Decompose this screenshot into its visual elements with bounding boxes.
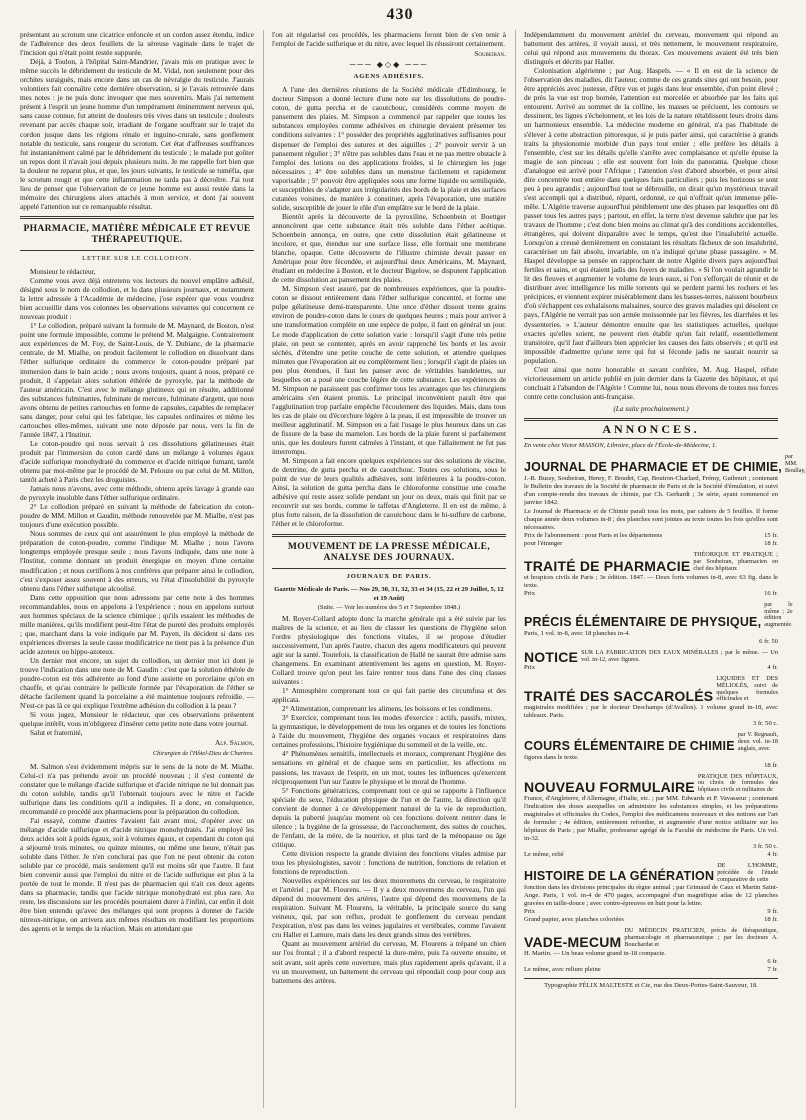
advertisement [524, 676, 778, 728]
section-rule [20, 250, 254, 251]
printer-imprint: Typographie FÉLIX MALTESTE et Cie, rue des Deux-Portes-Saint-Sauveur, 18. [524, 978, 778, 990]
column-divider [263, 30, 264, 1108]
ad-body: fonction dans les divisions principales du règne animal ; par Grimaud de Caux et Martin Saint-Ange. Paris, 1 vol. in-4 de 470 pages, accompagné d'un magnifique atlas de 12 planches gravées en taille-douce ; avec contre-épreuves en huit pour la lettre. [524, 884, 778, 908]
paragraph: Un dernier mot encore, un sujet du collodion, un dernier mot ici dont je trouve l'indication dans une note de M. Gaudin : c'est que la solution éthérée de poudre-coton est très adhérente au fond d'une assiette en porcelaine qu'on en chauffe, et qu'au contraire le pellicule formée par l'évaporation de l'éther se détache facilement quand la porcelaine a été maintenue toujours refroidie. — N'est-ce pas là ce qui explique l'extrême adhésion du collodion à la peau ? [20, 656, 254, 711]
paragraph: 1° Atmosphère comprenant tout ce qui fait partie des circumfusa et des applicata. [272, 686, 506, 705]
section-title-pharmacie: PHARMACIE, MATIÈRE MÉDICALE ET REVUE THÉRAPEUTIQUE. [23, 222, 251, 246]
ad-title: TRAITÉ DE PHARMACIE [524, 557, 691, 574]
advertisement [524, 552, 778, 597]
ad-title: NOUVEAU FORMULAIRE [524, 779, 695, 795]
ad-tag: DU MÉDECIN PRATICIEN, précis de thérapeutique, pharmacologie et pharmaceutique ; par les docteurs A. Bouchardat et [624, 927, 778, 948]
ad-tag: par V. Regnault, deux vol. in-18 anglais, avec [737, 731, 778, 752]
salutation: Monsieur le rédacteur, [30, 266, 96, 276]
ad-title: VADE-MECUM [524, 933, 622, 950]
advertisement [524, 732, 778, 769]
section-rule [272, 568, 506, 569]
ad-tag: THÉORIQUE ET PRATIQUE ; par Soubeiran, pharmacien en chef des hôpitaux [693, 551, 778, 573]
continuation-note: (La suite prochainement.) [613, 403, 689, 413]
paragraph: Nouvelles expériences sur les deux mouvemens du cerveau, le respiratoire et l'artériel ; par M. Flourens. — Il y a deux mouvemens du cerveau, l'un qui dépend du mouvement des artères, l'autre qui dépend des mouvemens de la respiration. Suivant M. Flourens, la véritable, la principale source du sang veineux, qui, par son reflux, produit le gonflement du cerveau pendant l'expiration, n'est pas dans les veines jugulaires et vertébrales, comme l'avaient cru Haller et Lamure, mais dans les deux grands sinus des vertèbres. [272, 876, 506, 940]
ad-price: 18 fr. [764, 761, 778, 769]
ad-tag: par MM. Boullay, [784, 453, 806, 474]
paragraph: Indépendamment du mouvement artériel du cerveau, mouvement qui répond au battement des artères, il voyait aussi, et très nettement, le mouvement respiratoire, celui qui répond aux mouvemens du thorax. Ces mouvemens avaient été très bien distingués et décrits par Haller. [524, 30, 778, 67]
continued-note: (Suite. — Voir les numéros des 5 et 7 Septembre 1848.) [317, 603, 461, 611]
ad-price: Prix 16 fr. [524, 589, 778, 597]
section-rule [20, 216, 254, 219]
paragraph: Bientôt après la découverte de la pyroxiline, Schoenbein et Boettger annoncèrent que cette substance était très soluble dans l'éther acétique. Schoenbein annonça, en outre, que cette dissolution était gélatineuse et incolore, et que, étendue sur une surface lisse, elle formait une membrane blanche, opaque. Cette découverte de l'illustre chimiste devait passer en Amérique pour être fécondée, et aujourd'hui deux Américains, M. Maynard, étudiant en médecine à Boston, et le docteur Bigelow, se disputent l'application de cette dissolution au pansement des plaies. [272, 211, 506, 285]
ad-body: magistrales modifiées ; par le docteur Deschamps (d'Avallon). 1 volume grand in-18, avec tableaux. Paris. [524, 704, 778, 720]
paragraph: Comme vous avez déjà entretenu vos lecteurs du nouvel emplâtre adhésif, désigné sous le nom de collodion, et lu dans plusieurs journaux, et notamment la lettre adressée à l'Académie de médecine, j'ose espérer que vous voudrez bien accueillir dans vos colonnes les observations suivantes qui concernent ce nouveau produit : [20, 276, 254, 322]
ad-price: pour l'étranger 18 fr. [524, 540, 778, 548]
ad-body: H. Martin. — Un beau volume grand in-18 compacte. [524, 949, 666, 957]
paragraph: M. Royer-Collard adopte donc la marche générale qui a été suivie par les maîtres de la science, et au lieu de classer les questions de l'hygiène selon l'ordre physiologique des fonctions vitales, il se propose d'étudier successivement, l'un après l'autre, chacun des agens modificateurs qui peuvent agir sur la santé. Toutefois, la classification de Hallé ne saurait être admise sans changemens. En examinant attentivement les agens en question, M. Royer-Collard trouve qu'on peut les faire rentrer tous dans l'une des cinq classes suivantes : [272, 613, 506, 687]
ad-body: J.-B. Bussy, Soubeiran, Henry, F. Boudet, Cap, Boutron-Charlard, Frémy, Guibourt ; contenant le Bulletin des travaux de la Société de pharmacie de Paris et de la Société d'émulation, et suivi d'un compte-rendu des travaux de chimie, par Ch. Gerhardt ; 3e série, ayant commencé en janvier 1842. [524, 475, 778, 507]
ad-title: JOURNAL DE PHARMACIE ET DE CHIMIE, [524, 460, 782, 475]
paragraph: 2° Alimentation, comprenant les alimens, les boissons et les condimens. [282, 704, 493, 714]
ad-price: Grand papier, avec planches coloriées 18 fr. [524, 916, 778, 924]
paragraph: Déjà, à Toulon, à l'hôpital Saint-Mandrier, j'avais mis en pratique avec le même succès le débridement du testicule de M. Vidal, non seulement pour des orchites suraiguës, mais encore dans un cas de névralgie du testicule. J'aurais volontiers fait connaître cette dernière observation, si je l'avais retrouvée dans mes notes : je ne puis donc invoquer que mes souvenirs. Mais j'ai nettement présent à l'esprit un jeune homme d'un tempérament éminemment nerveux qui, sans cause connue, fut atteint de douleurs très vives dans un testicule ; douleurs revenant par accès chaque soir, irradiant de l'organe souffrant sur le trajet du cordon jusque dans les régions rénale et inguino-crurale, sans gonflement notable du testicule, sans rougeur du scrotum. Cet état d'affreuses souffrances fut instantanément calmé par le débridement du testicule ; le malade put goûter un repos dont il n'avait joui depuis plusieurs nuits. Je me rappelle fort bien que la douleur ne reparut plus, et que, les jours suivants, le testicule se tuméfia, que le scrotum rougit et que cette inflammation ne tarda pas à décroître. J'ai tout lieu de penser que l'observation de ce jeune homme est aussi restée dans la mémoire des chirurgiens alors attachés à mon service, et dont j'ai souvent appelé l'attention sur ce remarquable résultat. [20, 57, 254, 211]
journal-source: Gazette Médicale de Paris. — Nos 29, 30, 31, 32, 33 et 34 (15, 22 et 29 Juillet, 5, 12 et 19 Août) [274, 585, 504, 602]
ad-body: Le Journal de Pharmacie et de Chimie paraît tous les mois, par cahiers de 5 feuilles. Il forme chaque année deux volumes in-8 ; des planches sont jointes au texte toutes les fois qu'elles sont nécessaires. [524, 508, 778, 532]
ad-price: 6 fr. [767, 957, 778, 965]
annonces-title: ANNONCES. [602, 421, 700, 436]
ad-tag: PRATIQUE DES HÔPITAUX, ou choix de formules des hôpitaux civils et militaires de [697, 772, 778, 794]
paragraph: 4° Phénomènes sensitifs, intellectuels et moraux, comprenant l'hygiène des sensations en général et de chaque sens en particulier, les affections ou passions, les travaux de l'esprit, en un mot, toutes les influences qu'exercent réciproquement l'un sur l'autre le physique et le moral de l'homme. [272, 749, 506, 786]
paragraph: M. Salmon s'est évidemment mépris sur le sens de la note de M. Mialhe. Celui-ci n'a pas prétendu avoir un procédé nouveau ; il s'est contenté de constater que le mélange d'acide sulfurique et d'acide nitrique ne lui donnait pas du coton soluble, tandis qu'il l'obtenait toujours avec le nitre et l'acide sulfurique dans les conditions qu'il a indiquées. Il a donc, en conséquence, recommandé ce procédé aux pharmaciens pour la préparation du collodion. [20, 761, 254, 816]
page-number: 430 [386, 6, 414, 23]
advertisement [524, 863, 778, 924]
advertisement [524, 650, 778, 672]
paragraph: présentant au scrotum une cicatrice enfoncée et un cordon assez étendu, indice de l'adhérence des deux feuillets de la séreuse vaginale dans le trajet de l'incision qui n'était point restée suppurée. [20, 30, 254, 58]
ad-title: COURS ÉLÉMENTAIRE DE CHIMIE [524, 738, 735, 753]
signature: Alp. Salmon, [215, 738, 254, 748]
advertisement [524, 774, 778, 859]
ad-title: PRÉCIS ÉLÉMENTAIRE DE PHYSIQUE, [524, 615, 762, 630]
ad-body: figures dans le texte. [524, 753, 579, 761]
ad-price: Le même, avec reliure pleine 7 fr. [524, 965, 778, 973]
ad-title: NOTICE [524, 649, 579, 666]
column-1 [20, 30, 254, 1110]
advertisement [524, 453, 806, 548]
ad-price: 6 fr. 50 [759, 638, 778, 646]
paragraph: C'est ainsi que notre honorable et savant confrère, M. Aug. Haspel, réfute victorieusement un article publié en juin dernier dans la Gazette des hôpitaux, et qui concluait à l'abandon de l'Algérie ! Comme lui, nous nous élevons de toutes nos forces contre cette conclusion anti-française. [524, 364, 778, 401]
column-3 [524, 30, 806, 1110]
paragraph: l'on ait régularisé ces procédés, les pharmaciens feront bien de s'en tenir à l'emploi de l'acide sulfurique et du nitre, avec lequel ils réussiront certainement. [272, 30, 506, 49]
letter-title: LETTRE SUR LE COLLODION. [82, 254, 192, 262]
paragraph: Cette division respecte la grande division des fonctions vitales admise par tous les physiologistes, savoir : fonctions de nutrition, fonctions de relation et fonctions de reproduction. [272, 848, 506, 877]
ad-body: et hospices civils de Paris ; 3e édition. 1847. — Deux forts volumes in-8, avec 63 fig. dans le texte. [524, 573, 778, 589]
section-title-agens: AGENS ADHÉSIFS. [353, 73, 425, 81]
ad-title: HISTOIRE DE LA GÉNÉRATION [524, 869, 715, 884]
paragraph: Nous sommes de ceux qui ont assurément le plus employé la méthode de préparation de coton-poudre, comme l'indique M. Mialhe ; nous l'avons longtemps employée presque seule ; nous l'avons indiquée, dans une note à l'Institut, comme donnant un produit énergique en moyen d'une certaine modification ; et nous certifions à nos confrères que préparer ainsi le collodion, c'est s'exposer assez souvent à des erreurs, vu l'état d'insolubilité du pyroxyle obtenu dans l'éther sulfurique alcoolisé. [20, 529, 254, 593]
paragraph: 3° Exercice, comprenant tous les modes d'exercice : actifs, passifs, mixtes, la gymnastique, le développement de tous les organes et de toutes les fonctions à l'aide du mouvement, l'hygiène des organes vocaux et respiratoires dans certaines professions, l'histoire hygiénique du sommeil et de la veille, etc. [272, 713, 506, 750]
paragraph: A l'une des dernières réunions de la Société médicale d'Edimbourg, le docteur Simpson a donné lecture d'une note sur les dissolutions de poudre-coton, de gutta percha et de caoutchouc, considérés comme moyen de pansement des plaies. M. Simpson a commencé par rappeler que toutes les substances employées comme adhésives en chirurgie devaient présenter les conditions suivantes : 1° posséder des propriétés agglutinatives suffisantes pour dispenser de l'emploi des sutures et des aiguilles ; 2° pouvoir servir à un pansement régulier ; 3° n'être pas solubles dans l'eau et ne pas mettre obstacle à l'emploi des lotions ou des applications froides, si le chirurgien les juge nécessaires ; 4° être solubles dans un menstrue facilement et rapidement vaporisable ; 5° pouvoir être appliquées sous une forme liquide ou semiliquide, et susceptibles de s'adapter aux irrégularités des bords de la plaie et des surfaces cutanées voisines, de manière à constituer, après l'évaporation, une matière solide, susceptible de jouer le rôle d'un emplâtre sur le bord de la plaie. [272, 85, 506, 212]
paragraph: M. Simpson a fait encore quelques expériences sur des solutions de viscine, de dextrine, de gutta percha et de caoutchouc. Toutes ces solutions, sous le point de vue de leurs qualités adhésives, sont inférieures à la poudre-coton. Ainsi, la solution de gutta percha dans le chloroforme constitue une couche adhésive qui reste assez solide pendant un jour ou deux, mais qui finit par se recouvrir sur ses bords, comme le taffetas d'Angleterre. Il en est de même, à plus forte raison, de la dissolution de caoutchouc dans le bi-sulfure de carbone, l'éther et le chloroforme. [272, 456, 506, 529]
journaux-subtitle: JOURNAUX DE PARIS. [346, 572, 432, 580]
section-rule [524, 418, 778, 421]
ad-price: Prix de l'abonnement : pour Paris et les départemens 15 fr. [524, 532, 778, 540]
ad-price: Prix 4 fr. [524, 664, 778, 672]
ad-price: Prix 9 fr. [524, 908, 778, 916]
section-title-mouvement: MOUVEMENT DE LA PRESSE MÉDICALE, ANALYSE DES JOURNAUX. [287, 540, 491, 564]
ad-tag: par le même ; 2e édition augmentée. [764, 600, 793, 629]
ad-price: 3 fr. 50 c. [752, 720, 778, 728]
section-rule [272, 534, 506, 537]
paragraph: Jamais nous n'avons, avec cette méthode, obtenu après lavage à grande eau de pyroxyle insoluble dans l'éther sulfurique ordinaire. [20, 484, 254, 503]
paragraph: Dans cette opposition que nous adressons par cette note à des hommes recommandables, nous en appelons à l'expérience : nous en appelons surtout aux hommes spéciaux de la science chimique ; qu'ils essaient les méthodes de mille manières, qu'ils modifient peut-être l'état de pureté des produits employés ; que, marchant dans la voie indiquée par M. Payen, ils décident si dans ces expériences diverses la seule cause modificatrice ne tient pas à la présence d'un acide azoteux ou hippo-azoteux. [20, 592, 254, 656]
column-divider [515, 30, 516, 1108]
closing-line: Salut et fraternité, [30, 728, 83, 738]
paragraph: J'ai essayé, comme d'autres l'avaient fait avant moi, d'opérer avec un mélange d'acide sulfurique et d'acide nitrique monohydratés. J'ai employé les deux acides soit à poids égaux, soit à volumes égaux, et cependant du coton qui a séjourné trois minutes, ou quinze minutes, ou même une heure, n'était pas soluble dans l'éther. Je n'en conclurai pas que l'on ne peut obtenir du coton soluble par ce procédé, mais seulement qu'il est moins sûr que l'autre. Il faut bien convenir aussi que l'emploi du nitre et de l'acide sulfurique est plus à la portée de tout le monde. Il n'est pas de pharmacien qui n'ait ces deux agents dans sa pharmacie, tandis que l'acide nitrique monohydraté est plus rare. Au reste, les discussions sur les procédés pourraient durer à l'infini, car enfin il doit être bien entendu qu'avec des mélanges qui sont propres à donner de l'acide nitreux-nitrique, on arrivera aux mêmes résultats en modifiant les proportions des agents et le temps de la réaction. Mais en attendant que [20, 815, 254, 934]
ad-price: 3 fr. 50 c. [752, 843, 778, 850]
advertisement [524, 600, 793, 646]
paragraph: Quant au mouvement artériel du cerveau, M. Flourens a trépané un chien sur l'os frontal ; il a d'abord respecté la dure-mère, puis l'a ouverte ensuite, et soit avant, soit après cette ouverture, mais plus rapidement après qu'avant, il a vu un mouvement, un battement du cerveau qui répondait coup pour coup aux battemens des artères. [272, 939, 506, 985]
paragraph: Colonisation algérienne ; par Aug. Haspels. — « Il en est de la science de l'observation des maladies, dit l'auteur, comme de ces grands sites qui ont besoin, pour être appréciés avec justesse, d'être vus et jugés dans leur ensemble, d'un point élevé ; de près la vue est trop bornée, l'attention est morcelée et absorbée par les faits qui entourent. Arrivé au sommet de la colline, les masses se précisent, les contours se dessinent, les lignes s'échelonnent, et les lois de la nature rétablissent leurs droits dans un harmonieux ensemble. La médecine moderne en général, n'a pas l'habitude de s'élever à cette abstraction pittoresque, si je puis parler ainsi, qui caractérise à grands traits la physionomie morbide d'un pays tout entier ; elle préfère les détails à l'ensemble, c'est sur les détails qu'elle s'arrête avec complaisance et qu'elle épuise la magie de son pinceau ; elle est souvent fort loin du panorama. Quelque chose d'analogue est arrivé pour l'Afrique ; l'attention s'est d'abord absorbée, et pour ainsi dire concentrée tout entière dans quelques faits particuliers ; puis les horizons se sont peu à peu agrandis ; aujourd'hui tout se débrouille, on dirait qu'un mystérieux travail s'est accompli qui a distribué, réparti, ordonné, ce qui n'offrait qu'un immense pêle-mêle. L'Algérie traverse aujourd'hui péniblement une des phases par lesquelles ont dû passer tous les autres pays ; partout, en effet, la terre n'est devenue salubre que par les travaux de l'homme ; c'est donc bien moins au climat qu'à des conditions accidentelles, étrangères, qui doivent disparaître avec le temps, qu'est due l'insalubrité actuelle. Lorsqu'on a creusé dernièrement en constatant les résultats fâcheux de son insalubrité, caractériser un fait absolu, invariable, on n'a indiqué qu'une phase passagère. » M. Haspel développe sa pensée en rapprochant de notre Algérie divers pays aujourd'hui fertiles et sains, et qui étaient jadis des foyers de maladies. « Si l'on voulait agrandir le lit des fleuves et augmenter le volume de leurs eaux, si l'on s'efforçait de réunir et de distribuer avec intelligence les mille torrents qui se perdent parmi les rochers et les précipices, et viennent expirer misérablement dans les basses-terres, naissent bourbeux d'où s'échappent ces exhalaisons malsaines, source des graves maladies qui désolent ce pays, l'Algérie ne verrait pas son armée moissonnée par les fièvres, les diarrhées et les dyssenteries. » L'auteur démontre ensuite que les statistiques actuelles, quelque exactes qu'elles soient, ne peuvent rien établir qu'un fait relatif, essentiellement transitoire, qu'il faut d'ailleurs bien apprécier les causes des faits observés ; et qu'il est impossible d'admettre qu'une terre qui fut si féconde jadis ne saurait nourrir sa population. [524, 66, 778, 365]
ad-price: Le même, relié 4 fr. [524, 851, 778, 858]
signature-role: Chirurgien de l'Hôtel-Dieu de Chartres. [152, 750, 254, 758]
ad-tag: SUR LA FABRICATION DES EAUX MINÉRALES ; par le même. — Un vol. in-12, avec figures. [581, 649, 778, 664]
paragraph: M. Simpson s'est assuré, par de nombreuses expériences, que la poudre-coton se dissout entièrement dans l'éther sulfurique concentré, et forme une pulpe gélatineuse demi-transparente. Une once d'éther dissout trente grains environ de poudre-coton dans le cours de quelques heures ; mais pour arriver à une transformation complète en une espèce de pulpe, il faut en général un jour. Le mode d'application de cette solution varie : lorsqu'il s'agit d'une très petite plaie, on peut se contenter, après en avoir rapproché les bords et les avoir séchés, d'étendre une petite couche de cette solution, et attendre quelques minutes que l'évaporation ait eu complètement lieu ; lorsqu'il s'agit de plaies un peu plus étendues, il faut les panser avec de véritables bandelettes, sur lesquelles on a posé une couche légère de cette substance. Les expériences de M. Simpson ne paraissent pas confirmer tous les avantages que les chirurgiens américains s'en étaient promis. Le principal inconvénient paraît être que l'agglutination trop parfaite empêche l'écoulement des liquides. Mais, dans tous les cas de plaie ou d'écorchure légère à la peau, il est impossible de trouver un meilleur agglutinatif. M. Simpson en a fait l'usage le plus heureux dans un cas de fissure de la base du mamelon. Les bords de la plaie furent si parfaitement unis, que les douleurs furent calmées à l'instant, et que l'allaitement ne fut pas interrompu. [272, 284, 506, 457]
column-2 [272, 30, 506, 1110]
annonces-intro: En vente chez Victor MASSON, Libraire, place de l'École-de-Médecine, 1. [524, 442, 717, 450]
paragraph: 5° Fonctions génératrices, comprenant tout ce qui se rapporte à l'influence spéciale du sexe, l'éducation physique de l'un et de l'autre, la direction qu'il convient de donner à ce développement naturel de la vie de reproduction, depuis la puberté jusqu'au moment où ces fonctions doivent rentrer dans le silence ; la hygiène de la grossesse, de l'accouchement, des suites de couches, de l'enfant, de la mère, de la nourrice, et plus tard de la ménopause ou âge critique. [272, 785, 506, 849]
ad-tag: LIQUIDES ET DES MÉLIOLÉS, suivi de quelques formules officinales et [716, 675, 778, 703]
paragraph: 2° Le collodion préparé en suivant la méthode de fabrication du coton-poudre de MM. Millon et Gaudin, méthode renouvelée par M. Mialhe, n'est pas toujours d'une exécution possible. [20, 502, 254, 530]
paragraph: Si vous jugez, Monsieur le rédacteur, que ces observations présentent quelque intérêt, vous m'obligerez d'insérer cette petite note dans votre journal. [20, 710, 254, 729]
advertisement [524, 928, 778, 973]
section-rule [524, 438, 778, 439]
ad-body: Paris, 1 vol. in-8, avec 18 planches in-4. [524, 630, 631, 638]
paragraph: 1° Le collodion, préparé suivant la formule de M. Maynard, de Boston, n'est point une formule impossible, comme le prétend M. Malgaigne. Contrairement aux expériences de M. Foy, de Saint-Louis, de Y. Dubianc, de la pharmacie centrale, de M. Mialhe, on produit facilement le collodion en dissolvant dans l'éther sulfurique ordinaire du commerce le coton-poudre préparé par immersion dans le bain acide ; nous avons toujours, quant à nous, préparé ce produit, il s'appelait alors solution éthérée de pyroxyle, par la méthode de l'auteur américain. C'est avec le mélange glutineux qui en résulte, additionné des substances fulminantes, fulminate de mercure, fulminate d'argent, que nous avons obtenu de petites cartouches en forme de capsules, capables de remplacer sans danger, pour celui qui les fabrique, les capsules ordinaires et même les cartouches elles-mêmes, suivant une note déposée par nous, vers la fin de l'année 1847, à l'Institut. [20, 321, 254, 439]
paragraph: Le coton-poudre qui nous servait à ces dissolutions gélatineuses était produit par l'immersion du coton cardé dans un mélange à volumes égaux d'acide sulfurique monohydraté du commerce et d'acide nitrique fumant, tantôt obtenu par moi-même par le procédé de M. Pelouze ou par celui de M. Millon, tantôt acheté à Paris chez les droguistes. [20, 438, 254, 485]
signature: Soubeiran. [474, 49, 506, 59]
ad-tag: DE L'HOMME, précédée de l'étude comparative de cette [717, 862, 778, 883]
ad-body: France, d'Angleterre, d'Allemagne, d'Italie, etc. ; par MM. Edwards et P. Vavasseur ; contenant l'indication des doses auxquelles on administre les substances simples, et les préparations magistrales et officinales du Codex, l'emploi des médicamens nouveaux et des notions sur l'art de formuler ; 4e édition, entièrement refondue, et augmentée d'une notice utilitaire sur les hôpitaux de Paris ; par Mialhe, professeur agrégé de la Faculté de médecine de Paris. Un vol. in-32. [524, 795, 778, 842]
ornament-divider: ─── ◆◇◆ ─── [349, 60, 429, 70]
ad-title: TRAITÉ DES SACCAROLÉS [524, 688, 714, 705]
